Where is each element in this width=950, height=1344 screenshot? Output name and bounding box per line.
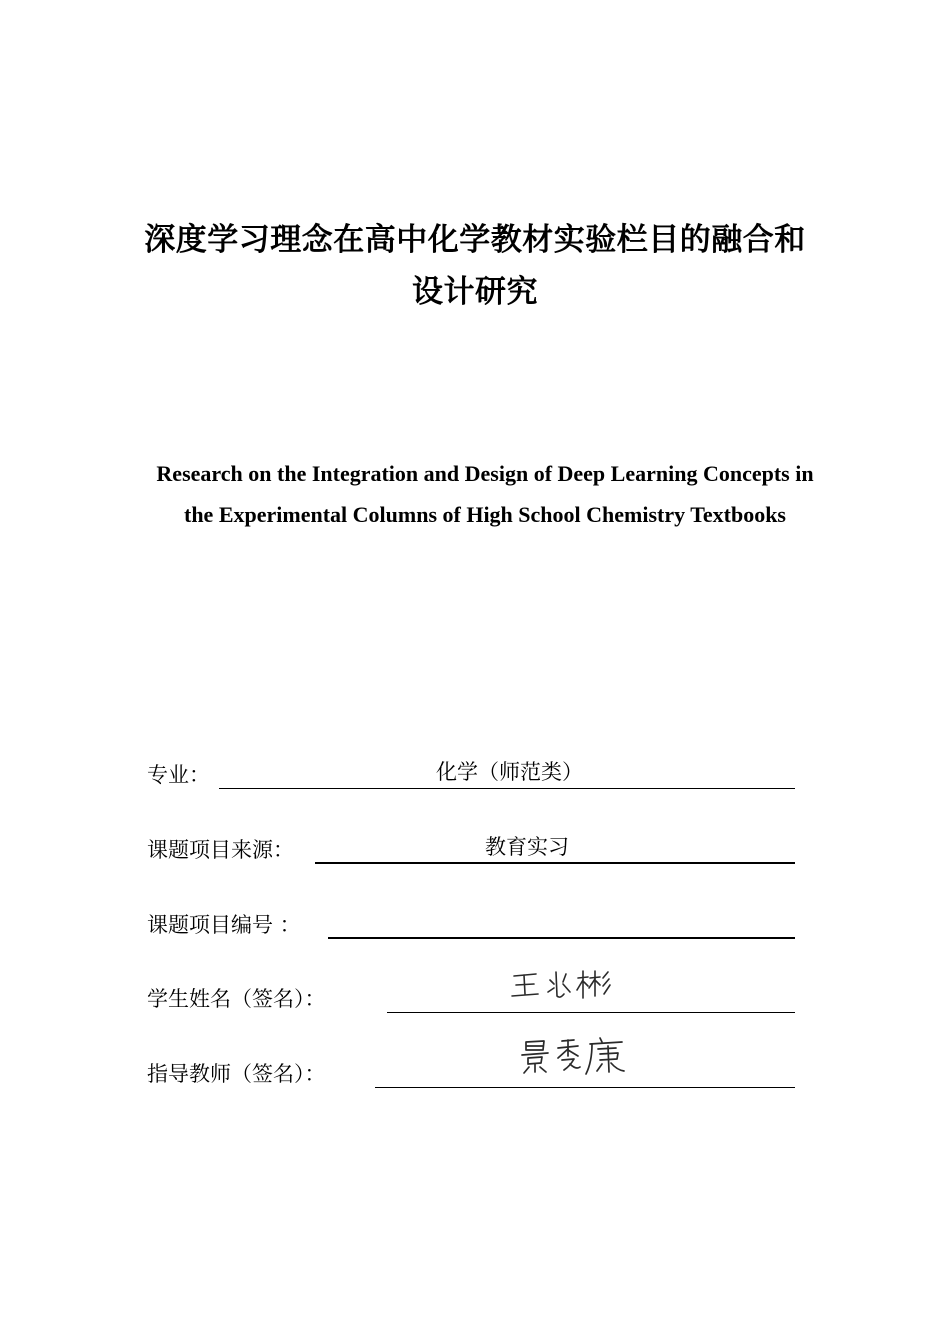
project-number-label: 课题项目编号 ： (147, 913, 301, 937)
major-row (147, 749, 797, 789)
project-source-label: 课题项目来源： (147, 838, 294, 862)
chinese-title-line-2: 设计研究 (412, 274, 538, 310)
advisor-signature (518, 1036, 626, 1080)
project-source-underline (315, 862, 795, 864)
major-label: 专业： (147, 763, 210, 787)
project-number-underline (328, 937, 795, 939)
advisor-label: 指导教师（签名）： (147, 1062, 326, 1086)
student-name-underline (387, 1012, 795, 1013)
project-number-row (147, 899, 797, 939)
student-name-label: 学生姓名（签名）： (147, 987, 326, 1011)
project-source-row (147, 824, 797, 864)
english-title-line-2: the Experimental Columns of High School Chemistry Textbooks (184, 502, 786, 527)
student-signature (508, 966, 620, 1006)
chinese-title-line-1: 深度学习理念在高中化学教材实验栏目的融合和 (144, 222, 806, 258)
student-name-row (147, 973, 797, 1013)
advisor-row (147, 1048, 797, 1088)
major-value: 化学（师范类） (436, 760, 583, 784)
project-source-value: 教育实习 (485, 835, 569, 859)
english-title-line-1: Research on the Integration and Design of Deep Learning Concepts in (156, 461, 814, 486)
advisor-underline (375, 1087, 795, 1088)
major-underline (219, 788, 795, 789)
